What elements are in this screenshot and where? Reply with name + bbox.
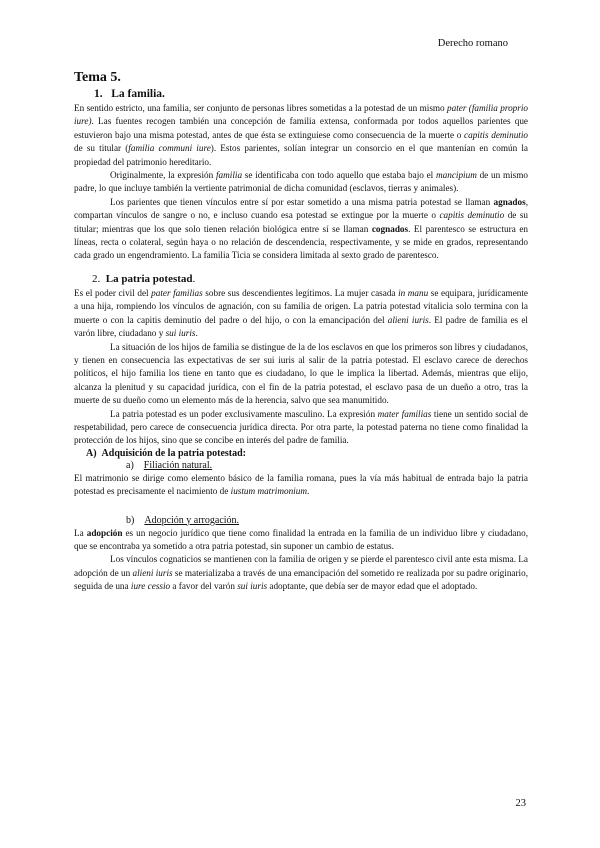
paragraph-poder-masculino: La patria potestad es un poder exclusivamente masculino. La expresión mater familias tiene un sentido social de respetabilidad, pero carece de consecuencia jurídica directa. Por otra parte, la potestad paterna no tiene como finalidad la protección de los hijos, sino que se concibe en interés del padre de familia. — [74, 408, 529, 446]
paragraph-agnados-cognados: Los parientes que tienen vínculos entre sí por estar sometido a una misma patria potestad se llaman agnados, compartan vínculos de sangre o no, e incluso cuando esa potestad se extingue por la muerte o capitis deminutio de su titular; mientras que los que solo tienen relación biológica entre sí se llaman cognados. El parentesco se estructura en líneas, recta o colateral, según haya o no relación de descendencia, respectivamente, y se mide en grados, representando cada grado un engendramiento. La familia Ticia se considera limitada al sexto grado de parentesco. — [74, 196, 529, 261]
subsection-heading-adquisicion: A) Adquisición de la patria potestad: — [86, 447, 247, 459]
page-content — [74, 70, 528, 594]
subsubsection-heading-filiacion: a) Filiación natural. — [126, 459, 213, 471]
paragraph-familia-origin: Originalmente, la expresión familia se identificaba con todo aquello que estaba bajo el mancipium de un mismo padre, lo que incluye también la vertiente patrimonial de dicha comunidad (esclavos, tierras y animales). — [74, 170, 528, 194]
paragraph-hijos-esclavos: La situación de los hijos de familia se distingue de la de los esclavos en que los primeros son libres y ciudadanos, y tienen en consecuencia las expectativas de ser sui iuris al salir de la patria potestad. El esclavo carece de derechos políticos, el hijo familia los tiene en tanto que es ciudadano, lo que le implica la libertad. Además, mientras que elijo, alcanza la plenitud y su capacidad jurídica, con el fin de la patria potestad, el esclavo pasa de un dueño a otro, tras la muerte de su dueño como un elemento más de la herencia, salvo que sea manumitido. — [74, 341, 528, 406]
chapter-title: Tema 5. — [74, 70, 121, 85]
page-number: 23 — [515, 798, 526, 809]
paragraph-filiacion: El matrimonio se dirige como elemento básico de la familia romana, pues la vía más habitual de entrada bajo la patria potestad es precisamente el nacimiento de iustum matrimonium. — [74, 472, 528, 497]
paragraph-patria-potestad-definition: Es el poder civil del pater familias sobre sus descendientes legítimos. La mujer casada in manu se equipara, jurídicamente a una hija, rompiendo los vínculos de agnación, con su familia de origen. La patria potestad vitalicia solo termina con la muerte o con la capitis deminutio del padre o del hijo, o con la emancipación del alieni iuris. El padre de familia es el varón libre, ciudadano y sui iuris. — [74, 287, 528, 339]
paragraph-familia-definition: En sentido estricto, una familia, ser conjunto de personas libres sometidas a la potestad de un mismo pater (familia proprio iure). Las fuentes recogen también una concepción de familia extensa, conformada por todos aquellos parientes que estuvieron bajo una misma potestad, antes de que ésta se extinguiese como consecuencia de la muerte o capitis deminutio de su titular (familia communi iure). Estos parientes, solían integrar un consorcio en el que mantenían en común la propiedad del patrimonio hereditario. — [74, 103, 528, 167]
running-header: Derecho romano — [437, 38, 508, 49]
subsubsection-heading-adopcion: b) Adopción y arrogación. — [126, 514, 240, 526]
paragraph-vinculos-cognaticios: Los vínculos cognaticios se mantienen con la familia de origen y se pierde el parentesco civil ante esta misma. La adopción de un alieni iuris se materializaba a través de una emancipación del sometido re realizada por su padre originario, seguida de una iure cessio a favor del varón sui iuris adoptante, que debía ser de mayor edad que el adoptado. — [74, 554, 528, 592]
paragraph-adopcion: La adopción es un negocio jurídico que tiene como finalidad la entrada en la familia de un individuo libre y ciudadano, que se encontraba ya sometido a otra patria potestad, sin suponer un cambio de estatus. — [74, 527, 528, 551]
section-heading-familia: 1. La familia. — [94, 88, 165, 100]
section-heading-patria-potestad: 2. La patria potestad. — [92, 272, 196, 285]
